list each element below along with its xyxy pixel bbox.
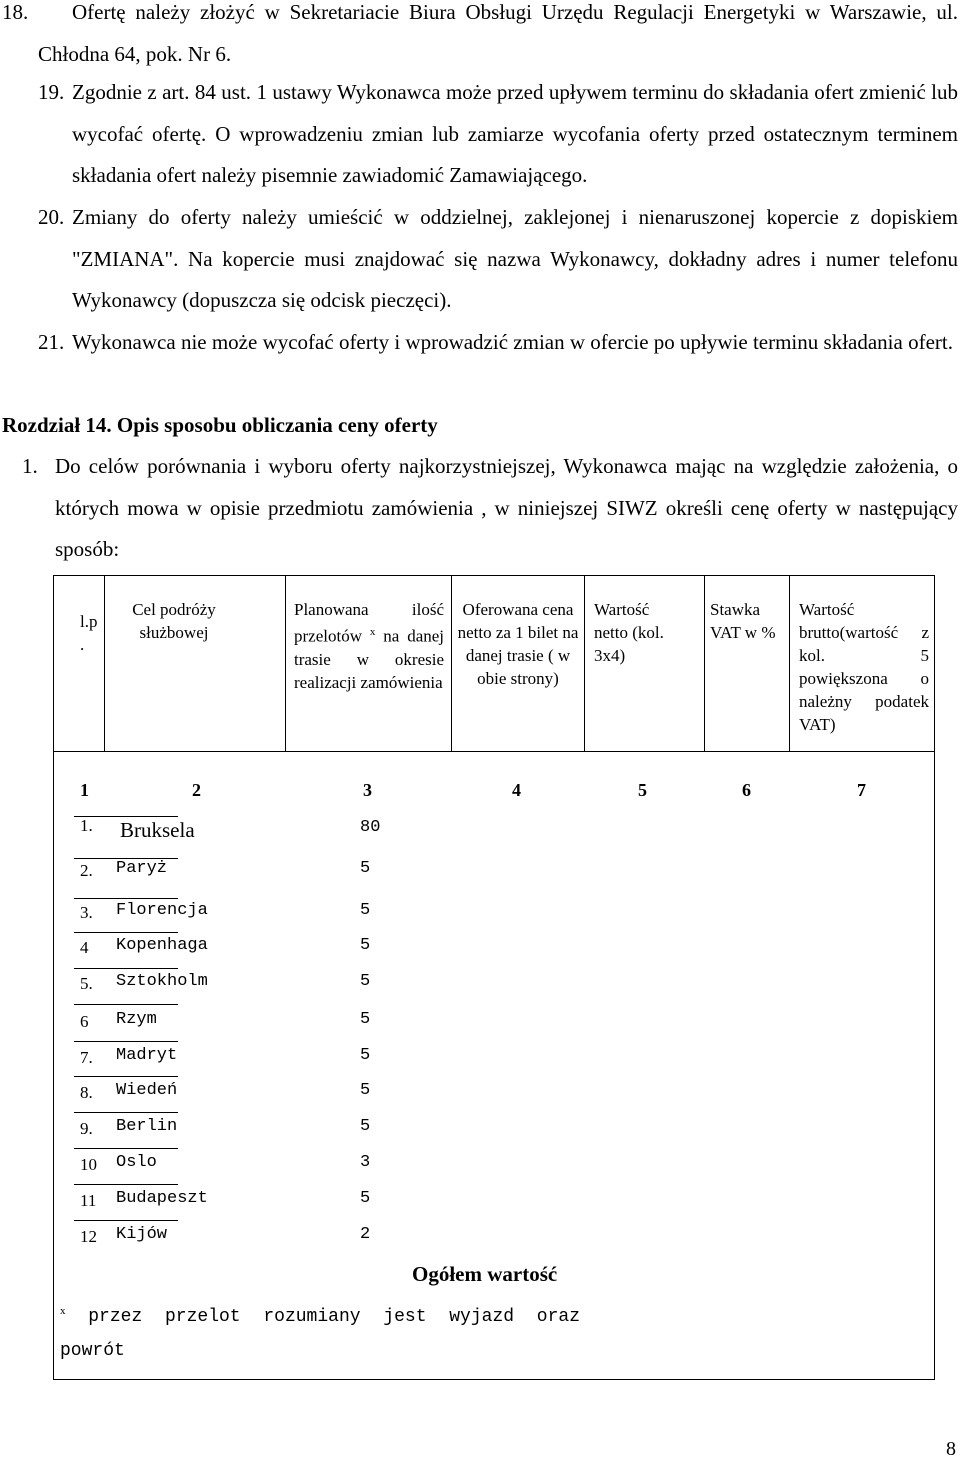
row-rule [74, 932, 178, 933]
row-number: 8. [80, 1083, 93, 1102]
paragraph-18-text: Ofertę należy złożyć w Sekretariacie Biura Obsługi Urzędu Regulacji Energetyki w Warszawie, ul. Chłodna 64, pok. Nr 6. [38, 0, 958, 66]
row-quantity: 5 [360, 901, 371, 920]
column-number-7: 7 [857, 780, 866, 800]
row-city: Rzym [116, 1010, 157, 1029]
row-quantity: 5 [360, 1081, 371, 1100]
row-number: 3. [80, 903, 93, 922]
paragraph-21-text: Wykonawca nie może wycofać oferty i wprowadzić zmian w ofercie po upływie terminu składania ofert. [72, 330, 953, 354]
row-city: Wiedeń [116, 1081, 178, 1100]
row-rule [74, 898, 178, 899]
chapter-heading: Rozdział 14. Opis sposobu obliczania ceny oferty [2, 413, 438, 437]
row-number: 4 [80, 938, 89, 957]
row-rule [74, 1220, 178, 1221]
header-lp: l.p . [80, 612, 98, 654]
row-city: Sztokholm [116, 972, 208, 991]
item-number-20: 20. [38, 205, 65, 229]
row-quantity: 3 [360, 1153, 371, 1172]
row-quantity: 2 [360, 1225, 371, 1244]
col-divider [451, 576, 452, 751]
page-number: 8 [946, 1438, 956, 1460]
column-number-3: 3 [363, 780, 372, 800]
row-city: Berlin [116, 1117, 178, 1136]
column-number-2: 2 [192, 780, 201, 800]
row-quantity: 5 [360, 1010, 371, 1029]
row-rule [74, 1148, 178, 1149]
header-divider [54, 751, 934, 752]
paragraph-20-text: Zmiany do oferty należy umieścić w oddzielnej, zaklejonej i nienaruszonej kopercie z dopiskiem "ZMIANA". Na kopercie musi znajdować się nazwa Wykonawcy, dokładny adres i numer telefonu Wykonawcy (dopuszcza się odcisk pieczęci). [72, 205, 958, 312]
row-quantity: 5 [360, 859, 371, 878]
row-city: Florencja [116, 901, 208, 920]
row-city: Oslo [116, 1153, 157, 1172]
row-number: 2. [80, 861, 93, 880]
footnote-marker: x [369, 626, 376, 638]
paragraph-19-text: Zgodnie z art. 84 ust. 1 ustawy Wykonawca może przed upływem terminu do składania ofert zmienić lub wycofać ofertę. O wprowadzeniu zmian lub zamiarze wycofania oferty przed ostatecznym terminem składania ofert należy pisemnie zawiadomić Zamawiającego. [72, 80, 958, 187]
row-number: 12 [80, 1227, 97, 1246]
header-planned-flights-b: na danej trasie w okresie realizacji zamówienia [294, 626, 445, 692]
row-quantity: 5 [360, 1046, 371, 1065]
footnote-mark: x [60, 1305, 66, 1317]
row-rule [74, 1076, 178, 1077]
row-rule [74, 1041, 178, 1042]
header-offered-price: Oferowana cena netto za 1 bilet na danej trasie ( w obie strony) [457, 600, 579, 688]
total-value-label: Ogółem wartość [412, 1262, 558, 1286]
item-number-19: 19. [38, 80, 65, 104]
row-number: 5. [80, 974, 93, 993]
pricing-paragraph: Do celów porównania i wyboru oferty najkorzystniejszej, Wykonawca mając na względzie założenia, o których mowa w opisie przedmiotu zamówienia , w niniejszej SIWZ określi cenę oferty w następujący sposób: [55, 454, 958, 561]
item-number-21: 21. [38, 330, 65, 354]
col-divider [704, 576, 705, 751]
column-number-1: 1 [80, 780, 89, 800]
price-table [53, 575, 935, 1380]
header-destination: Cel podróży służbowej [132, 600, 216, 642]
row-rule [74, 1184, 178, 1185]
row-city: Paryż [116, 859, 168, 878]
row-quantity: 80 [360, 818, 381, 837]
item-number-18: 18. [2, 0, 29, 24]
row-city: Kopenhaga [116, 936, 208, 955]
row-quantity: 5 [360, 1189, 371, 1208]
col-divider [104, 576, 105, 751]
row-city: Budapeszt [116, 1189, 208, 1208]
col-divider [789, 576, 790, 751]
column-number-6: 6 [742, 780, 751, 800]
row-quantity: 5 [360, 972, 371, 991]
row-city: Bruksela [120, 818, 195, 842]
header-gross-value: Wartość brutto(wartość z kol. 5 powiększona o należny podatek VAT) [799, 600, 929, 734]
row-rule [74, 1004, 178, 1005]
row-city: Madryt [116, 1046, 178, 1065]
item-number-1: 1. [22, 454, 38, 478]
header-net-value: Wartość netto (kol. 3x4) [594, 600, 664, 665]
header-vat-rate: Stawka VAT w % [710, 600, 776, 642]
column-number-5: 5 [638, 780, 647, 800]
row-number: 6 [80, 1012, 89, 1031]
col-divider [285, 576, 286, 751]
footnote-text: przez przelot rozumiany jest wyjazd oraz powrót [60, 1307, 580, 1361]
row-number: 11 [80, 1191, 97, 1210]
row-quantity: 5 [360, 1117, 371, 1136]
row-city: Kijów [116, 1225, 168, 1244]
row-rule [74, 968, 178, 969]
column-number-4: 4 [512, 780, 521, 800]
row-number: 10 [80, 1155, 97, 1174]
row-number: 7. [80, 1048, 93, 1067]
row-quantity: 5 [360, 936, 371, 955]
row-rule [74, 1112, 178, 1113]
row-number: 9. [80, 1119, 93, 1138]
header-planned-flights [294, 598, 444, 694]
footnote [60, 1294, 580, 1368]
col-divider [584, 576, 585, 751]
row-number: 1. [80, 816, 93, 835]
header-planned-flights-a: Planowana ilość przelotów [294, 600, 444, 646]
